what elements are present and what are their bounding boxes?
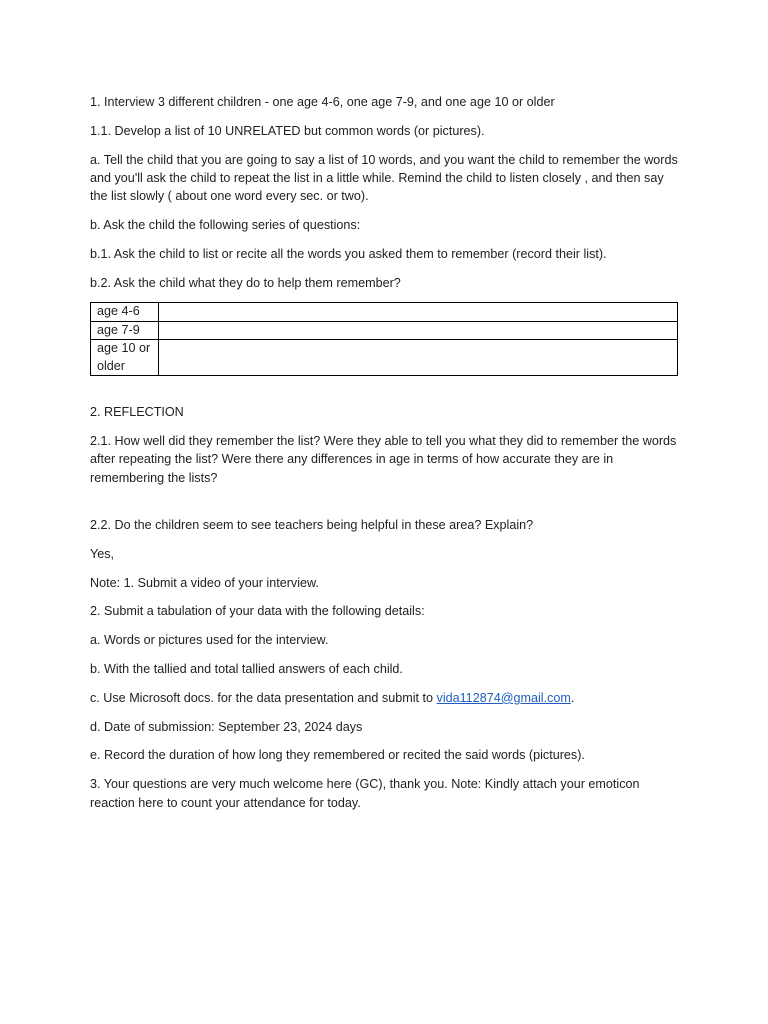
instruction-interview: 1. Interview 3 different children - one age 4-6, one age 7-9, and one age 10 or older xyxy=(90,95,555,109)
detail-microsoft-docs xyxy=(90,689,680,707)
reflection-question-1: 2.1. How well did they remember the list? Were they able to tell you what they did to remember the words after repeating the list? Were there any differences in age in terms of how accurate they are in remembering the lists? xyxy=(90,434,677,485)
question-help-remember: b.2. Ask the child what they do to help them remember? xyxy=(90,275,401,290)
detail-tallied-answers: b. With the tallied and total tallied answers of each child. xyxy=(90,662,403,677)
response-cell-7-9 xyxy=(159,321,678,340)
table-row xyxy=(91,340,678,376)
table-row xyxy=(91,303,678,322)
answer-text: Yes, xyxy=(90,546,115,561)
detail-microsoft-docs-text: c. Use Microsoft docs. for the data presentation and submit to xyxy=(90,690,437,705)
email-link[interactable]: vida112874@gmail.com xyxy=(436,690,571,705)
age-label-7-9: age 7-9 xyxy=(91,321,159,340)
note-submit-video: Note: 1. Submit a video of your interview. xyxy=(90,575,319,590)
detail-microsoft-docs-period: . xyxy=(570,690,575,705)
question-recite-words: b.1. Ask the child to list or recite all the words you asked them to remember (record their list). xyxy=(90,246,607,261)
note-submit-tabulation: 2. Submit a tabulation of your data with the following details: xyxy=(90,604,425,619)
closing-note: 3. Your questions are very much welcome here (GC), thank you. Note: Kindly attach your emoticon reaction here to count your attendance for today. xyxy=(90,777,640,810)
instruction-ask-questions: b. Ask the child the following series of questions: xyxy=(90,217,361,232)
detail-words-used: a. Words or pictures used for the interview. xyxy=(90,633,329,648)
table-row xyxy=(91,321,678,340)
instruction-word-list: 1.1. Develop a list of 10 UNRELATED but common words (or pictures). xyxy=(90,123,485,138)
age-response-table xyxy=(90,302,678,376)
response-cell-10-older xyxy=(159,340,678,376)
document-page xyxy=(90,93,680,822)
section-reflection-heading: 2. REFLECTION xyxy=(90,405,184,420)
age-label-10-older: age 10 or older xyxy=(91,340,159,376)
detail-submission-date: d. Date of submission: September 23, 2024 days xyxy=(90,719,363,734)
reflection-question-2: 2.2. Do the children seem to see teachers being helpful in these area? Explain? xyxy=(90,518,534,533)
instruction-tell-child: a. Tell the child that you are going to say a list of 10 words, and you want the child to remember the words and you'll ask the child to repeat the list in a little while. Remind the child to listen closely , and then say the list slowly ( about one word every sec. or two). xyxy=(90,152,678,204)
detail-record-duration: e. Record the duration of how long they remembered or recited the said words (pictures). xyxy=(90,748,585,763)
age-label-4-6: age 4-6 xyxy=(91,303,159,322)
response-cell-4-6 xyxy=(159,303,678,322)
